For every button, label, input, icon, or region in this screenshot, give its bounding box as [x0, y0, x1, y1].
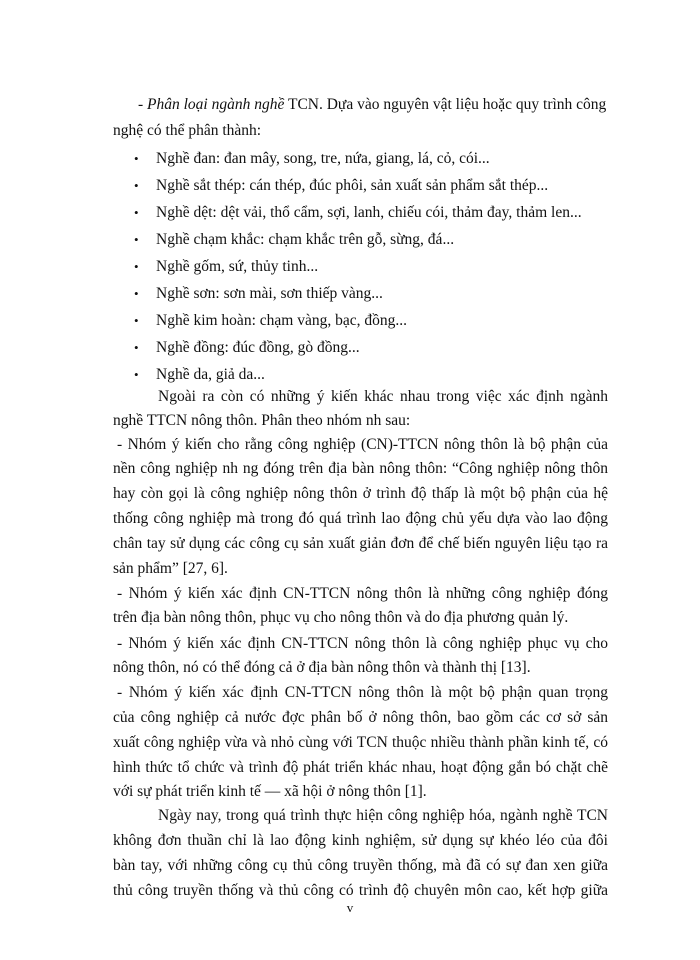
opinion-line: nền công nghiệp nh ng đóng trên địa bàn nông thôn: “Công nghiệp nông thôn: [113, 460, 608, 477]
list-item: Nghề da, giả da...: [156, 366, 265, 383]
opinion-line: - Nhóm ý kiến xác định CN-TTCN nông thôn là công nghiệp phục vụ cho: [117, 635, 608, 652]
bullet-icon: •: [134, 259, 139, 274]
list-item: Nghề đồng: đúc đồng, gò đồng...: [156, 339, 360, 356]
paragraph-line: thủ công truyền thống và thủ công có trình độ chuyên môn cao, kết hợp giữa: [113, 882, 608, 899]
opinion-line: thống công nghiệp mà trong đó quá trình lao động chủ yếu dựa vào lao động: [113, 510, 608, 527]
paragraph-line: không đơn thuần chỉ là lao động kinh nghiệm, sử dụng sự khéo léo của đôi: [113, 832, 608, 849]
intro-line-1: [138, 95, 606, 115]
list-item: Nghề kim hoàn: chạm vàng, bạc, đồng...: [156, 312, 407, 329]
bullet-icon: •: [134, 205, 139, 220]
paragraph-line: Ngày nay, trong quá trình thực hiện công nghiệp hóa, ngành nghề TCN: [158, 807, 608, 824]
list-item: Nghề sắt thép: cán thép, đúc phôi, sản xuất sản phẩm sắt thép...: [156, 177, 549, 194]
paragraph-line: bàn tay, với những công cụ thủ công truyền thống, mà đã có sự đan xen giữa: [113, 857, 608, 874]
list-item: Nghề sơn: sơn mài, sơn thiếp vàng...: [156, 285, 383, 302]
intro-italic-lead: - Phân loại ngành nghề: [138, 96, 285, 113]
bullet-icon: •: [134, 151, 139, 166]
opinion-line: sản phẩm” [27, 6].: [113, 560, 228, 577]
bullet-icon: •: [134, 367, 139, 382]
opinion-line: chân tay sử dụng các công cụ sản xuất giản đơn để chế biến nguyên liệu tạo ra: [113, 535, 608, 552]
bullet-icon: •: [134, 178, 139, 193]
intro-line-2: nghệ có thể phân thành:: [113, 122, 262, 139]
intro-rest: TCN. Dựa vào nguyên vật liệu hoặc quy trình công: [284, 96, 607, 113]
opinion-line: nông thôn, nó có thể đóng cả ở địa bàn nông thôn và thành thị [13].: [113, 659, 531, 676]
opinion-line: - Nhóm ý kiến xác định CN-TTCN nông thôn là một bộ phận quan trọng: [117, 684, 608, 701]
list-item: Nghề đan: đan mây, song, tre, nứa, giang, lá, cỏ, cói...: [156, 150, 490, 167]
list-item: Nghề dệt: dệt vải, thổ cẩm, sợi, lanh, chiếu cói, thảm đay, thảm len...: [156, 204, 582, 221]
opinion-line: - Nhóm ý kiến xác định CN-TTCN nông thôn là những công nghiệp đóng: [117, 585, 608, 602]
opinion-line: xuất công nghiệp vừa và nhỏ cùng với TCN thuộc nhiều thành phần kinh tế, có: [113, 734, 608, 751]
list-item: Nghề gốm, sứ, thủy tinh...: [156, 258, 319, 275]
paragraph-line: Ngoài ra còn có những ý kiến khác nhau trong việc xác định ngành: [158, 388, 608, 405]
opinion-line: của công nghiệp cả nước đợc phân bố ở nông thôn, bao gồm các cơ sở sản: [113, 709, 608, 726]
opinion-line: hay còn gọi là công nghiệp nông thôn ở trình độ thấp là một bộ phận của hệ: [113, 485, 608, 502]
list-item: Nghề chạm khắc: chạm khắc trên gỗ, sừng, đá...: [156, 231, 455, 248]
bullet-icon: •: [134, 286, 139, 301]
opinion-line: - Nhóm ý kiến cho rằng công nghiệp (CN)-TTCN nông thôn là bộ phận của: [117, 436, 608, 453]
page-number: v: [346, 900, 354, 915]
opinion-line: với sự phát triển kinh tế — xã hội ở nông thôn [1].: [113, 783, 427, 800]
bullet-icon: •: [134, 232, 139, 247]
opinion-line: trên địa bàn nông thôn, phục vụ cho nông thôn và do địa phương quản lý.: [113, 609, 569, 626]
bullet-icon: •: [134, 340, 139, 355]
opinion-line: hình thức tổ chức và trình độ phát triển khác nhau, hoạt động gắn bó chặt chẽ: [113, 759, 608, 776]
bullet-icon: •: [134, 313, 139, 328]
paragraph-line: nghề TTCN nông thôn. Phân theo nhóm nh sau:: [113, 412, 411, 429]
